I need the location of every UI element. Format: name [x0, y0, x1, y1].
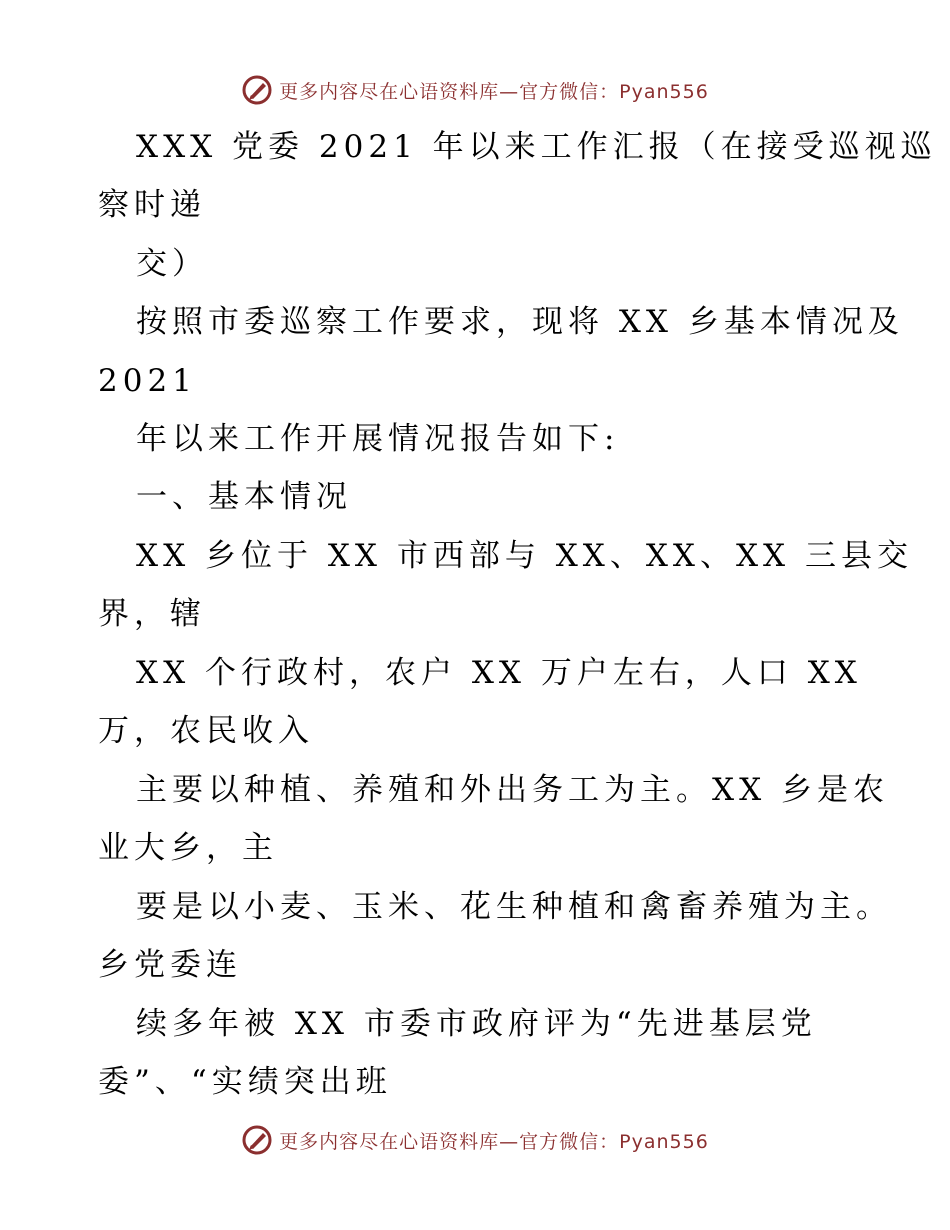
footer-watermark: [0, 1120, 950, 1160]
doc-line-4: 按照市委巡察工作要求，现将 XX 乡基本情况及: [136, 304, 904, 340]
doc-line-12: 主要以种植、养殖和外出务工为主。XX 乡是农: [136, 772, 889, 808]
doc-line-9: 界，辖: [98, 596, 206, 632]
doc-line-6: 年以来工作开展情况报告如下:: [136, 421, 620, 457]
doc-line-14: 要是以小麦、玉米、花生种植和禽畜养殖为主。: [136, 889, 892, 925]
watermark-text: 更多内容尽在心语资料库—官方微信：Pyan556: [279, 1130, 709, 1153]
doc-line-8: XX 乡位于 XX 市西部与 XX、XX、XX 三县交: [136, 538, 913, 574]
pen-logo-icon: [241, 1124, 273, 1156]
doc-line-2: 察时递: [98, 187, 206, 223]
doc-line-3: 交）: [136, 246, 208, 282]
doc-line-17: 委”、“实绩突出班: [98, 1064, 392, 1100]
doc-line-13: 业大乡，主: [98, 830, 278, 866]
doc-line-10: XX 个行政村，农户 XX 万户左右，人口 XX: [136, 655, 862, 691]
doc-line-16: 续多年被 XX 市委市政府评为“先进基层党: [136, 1006, 817, 1042]
section-heading: 一、基本情况: [136, 479, 352, 515]
doc-line-11: 万，农民收入: [98, 713, 314, 749]
doc-line-1: XXX 党委 2021 年以来工作汇报（在接受巡视巡: [136, 129, 937, 165]
watermark-text: 更多内容尽在心语资料库—官方微信：Pyan556: [279, 80, 709, 103]
doc-line-15: 乡党委连: [98, 947, 242, 983]
doc-line-5: 2021: [98, 363, 197, 399]
